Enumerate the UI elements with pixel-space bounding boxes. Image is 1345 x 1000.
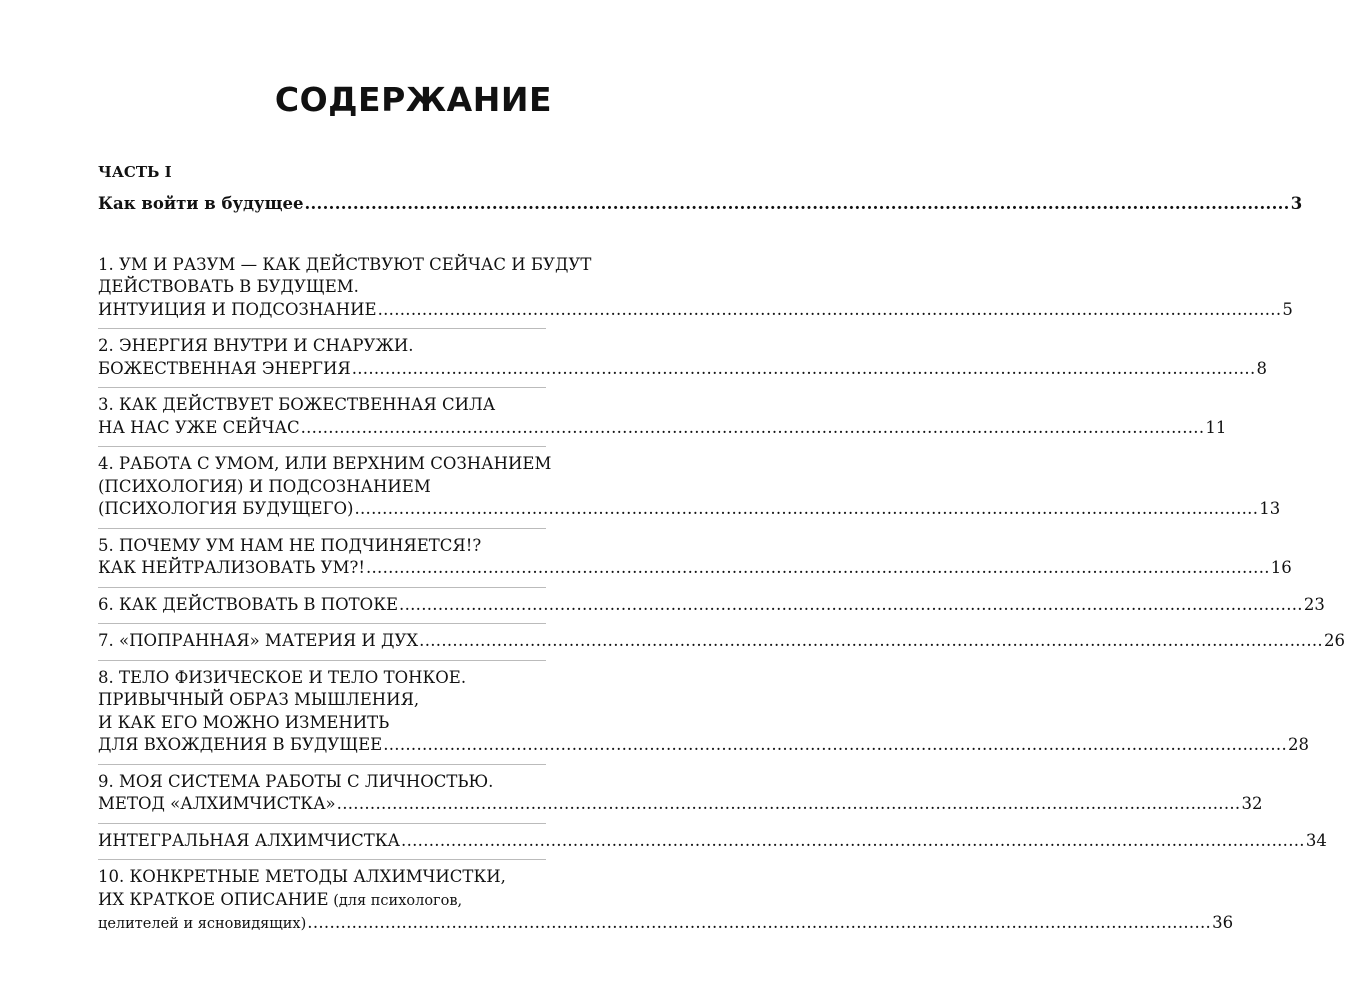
- entry-title: КАК НЕЙТРАЛИЗОВАТЬ УМ?!: [98, 558, 365, 577]
- part-title: Как войти в будущее: [98, 194, 304, 213]
- page-number: 23: [1303, 594, 1325, 614]
- entry-line: 2. ЭНЕРГИЯ ВНУТРИ И СНАРУЖИ.: [98, 336, 414, 355]
- table-of-contents: [98, 160, 1345, 936]
- toc-entry-4[interactable]: [98, 453, 1281, 521]
- toc-entry-integral[interactable]: [98, 830, 1327, 853]
- divider: [98, 859, 546, 860]
- part-title-entry[interactable]: [98, 193, 1303, 216]
- entry-title: целителей и ясновидящих): [98, 916, 307, 932]
- dot-leader: ...................................................................................................................................................................: [300, 417, 1205, 437]
- page-title: СОДЕРЖАНИЕ: [274, 80, 552, 119]
- dot-leader: ...................................................................................................................................................................: [354, 499, 1259, 518]
- entry-line-main: ИХ КРАТКОЕ ОПИСАНИЕ: [98, 889, 329, 909]
- dot-leader: ...................................................................................................................................................................: [304, 194, 1290, 213]
- dot-leader: ...................................................................................................................................................................: [307, 913, 1212, 932]
- dot-leader: ...................................................................................................................................................................: [365, 558, 1270, 577]
- divider: [98, 387, 546, 388]
- toc-entry-9[interactable]: [98, 771, 1263, 816]
- divider: [98, 528, 546, 529]
- page-number: 36: [1212, 913, 1234, 932]
- dot-leader: ...................................................................................................................................................................: [336, 794, 1241, 813]
- entry-line-2: [98, 889, 546, 913]
- entry-line: И КАК ЕГО МОЖНО ИЗМЕНИТЬ: [98, 712, 390, 732]
- page-number: 5: [1282, 299, 1293, 319]
- toc-entry-5[interactable]: [98, 535, 1292, 580]
- divider: [98, 328, 546, 329]
- dot-leader: ...................................................................................................................................................................: [383, 735, 1287, 754]
- page-number: 8: [1256, 358, 1267, 378]
- entry-title: 6. КАК ДЕЙСТВОВАТЬ В ПОТОКЕ: [98, 594, 399, 614]
- entry-line: 3. КАК ДЕЙСТВУЕТ БОЖЕСТВЕННАЯ СИЛА: [98, 395, 496, 414]
- divider: [98, 587, 546, 588]
- toc-entry-10[interactable]: [98, 866, 1234, 936]
- dot-leader: ...................................................................................................................................................................: [419, 631, 1323, 650]
- entry-line: 5. ПОЧЕМУ УМ НАМ НЕ ПОДЧИНЯЕТСЯ!?: [98, 535, 482, 555]
- page-number: 11: [1205, 417, 1227, 437]
- entry-title: 7. «ПОПРАННАЯ» МАТЕРИЯ И ДУХ: [98, 631, 419, 650]
- entry-line: 8. ТЕЛО ФИЗИЧЕСКОЕ И ТЕЛО ТОНКОЕ.: [98, 667, 467, 687]
- divider: [98, 623, 546, 624]
- page-number: 28: [1288, 735, 1309, 754]
- divider: [98, 660, 546, 661]
- entry-line: 4. РАБОТА С УМОМ, ИЛИ ВЕРХНИМ СОЗНАНИЕМ: [98, 454, 552, 473]
- entry-line: 10. КОНКРЕТНЫЕ МЕТОДЫ АЛХИМЧИСТКИ,: [98, 867, 506, 886]
- entry-title: ИНТУИЦИЯ И ПОДСОЗНАНИЕ: [98, 299, 377, 319]
- dot-leader: ...................................................................................................................................................................: [351, 358, 1256, 378]
- toc-entry-8[interactable]: [98, 667, 1309, 757]
- entry-title: (ПСИХОЛОГИЯ БУДУЩЕГО): [98, 499, 354, 518]
- page-number: 26: [1323, 631, 1345, 650]
- page-number: 16: [1270, 558, 1292, 577]
- entry-line: ДЕЙСТВОВАТЬ В БУДУЩЕМ.: [98, 277, 359, 296]
- page-number: 32: [1241, 794, 1263, 813]
- page-number: 34: [1305, 830, 1327, 850]
- entry-line: 9. МОЯ СИСТЕМА РАБОТЫ С ЛИЧНОСТЬЮ.: [98, 771, 494, 791]
- entry-title: ИНТЕГРАЛЬНАЯ АЛХИМЧИСТКА: [98, 830, 401, 850]
- entry-line: (ПСИХОЛОГИЯ) И ПОДСОЗНАНИЕМ: [98, 476, 431, 496]
- divider: [98, 823, 546, 824]
- entry-title: НА НАС УЖЕ СЕЙЧАС: [98, 417, 300, 437]
- dot-leader: ...................................................................................................................................................................: [377, 299, 1282, 319]
- dot-leader: ...................................................................................................................................................................: [399, 594, 1303, 614]
- entry-line: 1. УМ И РАЗУМ — КАК ДЕЙСТВУЮТ СЕЙЧАС И БУДУТ: [98, 254, 592, 274]
- entry-line: ПРИВЫЧНЫЙ ОБРАЗ МЫШЛЕНИЯ,: [98, 690, 420, 709]
- entry-title: БОЖЕСТВЕННАЯ ЭНЕРГИЯ: [98, 358, 351, 378]
- page-number: 13: [1259, 499, 1281, 518]
- entry-title: ДЛЯ ВХОЖДЕНИЯ В БУДУЩЕЕ: [98, 735, 383, 754]
- toc-entry-7[interactable]: [98, 630, 1345, 653]
- page-number: 3: [1290, 194, 1303, 213]
- toc-entry-1[interactable]: [98, 254, 1293, 322]
- entry-line-note: (для психологов,: [328, 892, 463, 909]
- entry-title: МЕТОД «АЛХИМЧИСТКА»: [98, 794, 336, 813]
- divider: [98, 764, 546, 765]
- part-label: ЧАСТЬ I: [98, 163, 172, 181]
- toc-entry-3[interactable]: [98, 394, 1227, 439]
- divider: [98, 446, 546, 447]
- toc-entry-2[interactable]: [98, 335, 1267, 380]
- dot-leader: ...................................................................................................................................................................: [401, 830, 1305, 850]
- toc-entry-6[interactable]: [98, 594, 1325, 617]
